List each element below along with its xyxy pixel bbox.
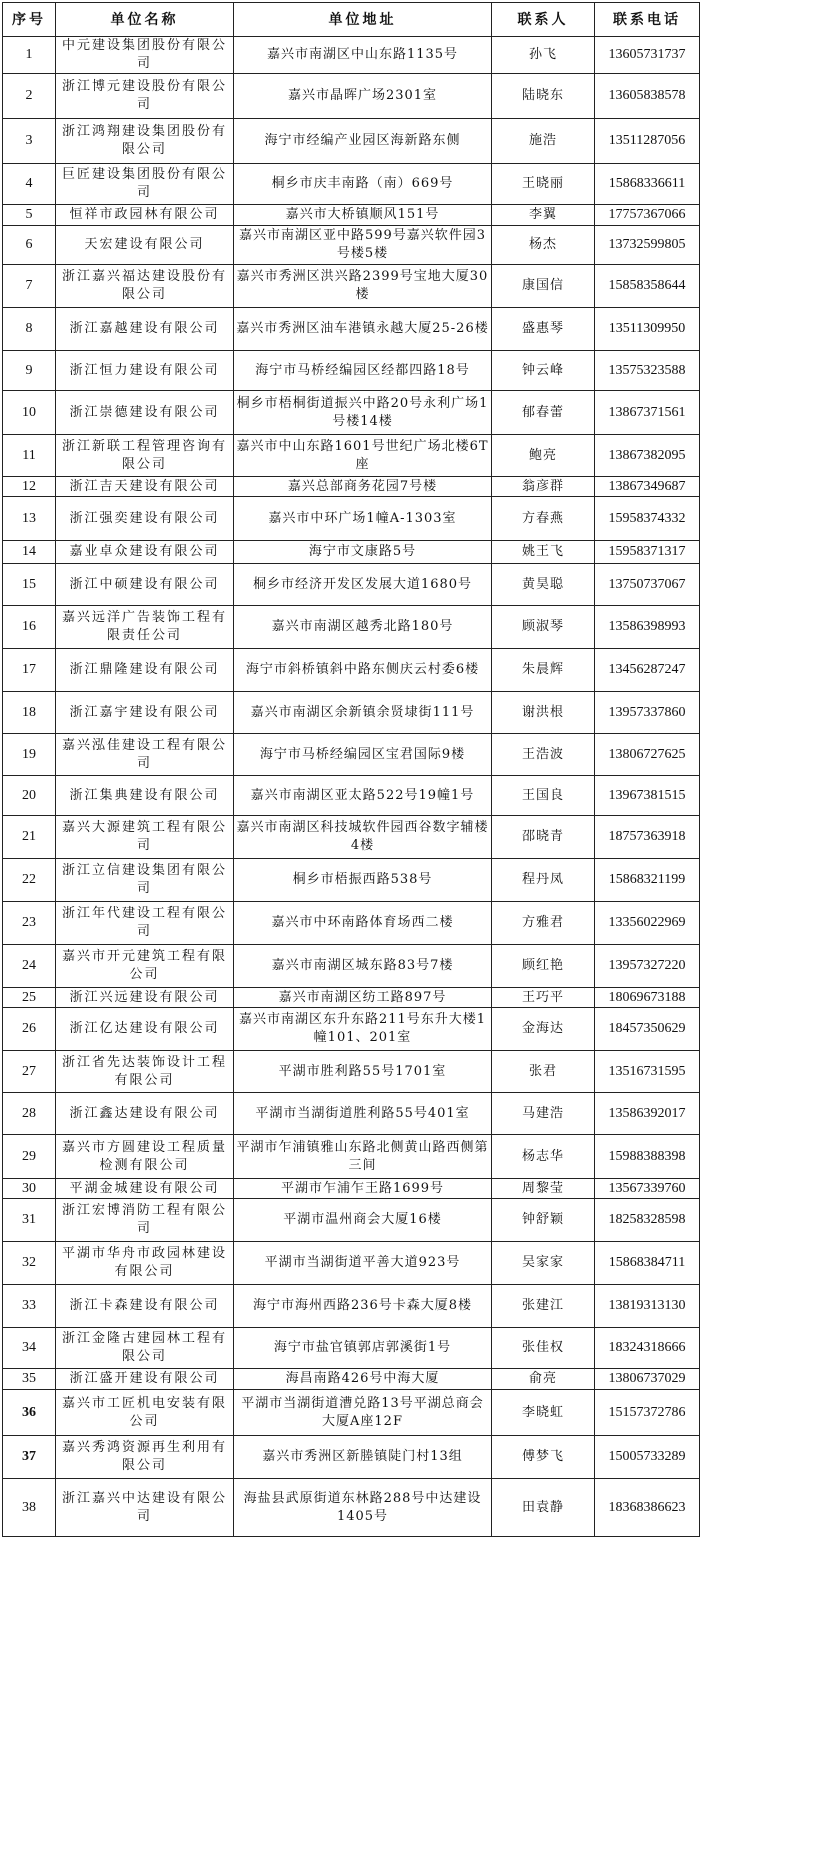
row-unit-name: 浙江嘉兴中达建设有限公司 [56,1479,234,1537]
row-unit-name: 浙江嘉宇建设有限公司 [56,692,234,734]
table-row [3,1390,700,1436]
header-unit-name: 单位名称 [56,3,234,37]
row-phone: 15157372786 [595,1390,700,1436]
row-index: 4 [3,164,56,205]
row-phone: 13732599805 [595,226,700,265]
row-unit-address: 嘉兴市中环南路体育场西二楼 [234,902,492,945]
row-unit-address: 嘉兴市南湖区余新镇余贤埭街111号 [234,692,492,734]
row-index: 1 [3,37,56,74]
row-contact: 俞亮 [492,1369,595,1390]
header-contact: 联系人 [492,3,595,37]
row-phone: 15988388398 [595,1135,700,1179]
row-index: 10 [3,391,56,435]
row-phone: 13867382095 [595,435,700,477]
row-index: 31 [3,1199,56,1242]
row-contact: 翁彦群 [492,477,595,497]
table-row [3,226,700,265]
row-unit-name: 浙江鼎隆建设有限公司 [56,649,234,692]
table-row [3,1199,700,1242]
row-phone: 15868336611 [595,164,700,205]
row-unit-name: 恒祥市政园林有限公司 [56,205,234,226]
table-row [3,1285,700,1328]
table-row [3,541,700,564]
table-row [3,435,700,477]
row-contact: 盛惠琴 [492,308,595,351]
row-index: 35 [3,1369,56,1390]
row-unit-address: 平湖市乍浦乍王路1699号 [234,1179,492,1199]
row-unit-address: 嘉兴市秀洲区洪兴路2399号宝地大厦30楼 [234,265,492,308]
row-phone: 15958371317 [595,541,700,564]
row-phone: 13967381515 [595,776,700,816]
row-index: 32 [3,1242,56,1285]
row-unit-address: 海宁市斜桥镇斜中路东侧庆云村委6楼 [234,649,492,692]
row-phone: 15868321199 [595,859,700,902]
row-index: 6 [3,226,56,265]
row-unit-address: 海宁市马桥经编园区经都四路18号 [234,351,492,391]
row-unit-name: 浙江立信建设集团有限公司 [56,859,234,902]
row-unit-name: 嘉兴市开元建筑工程有限公司 [56,945,234,988]
table-row [3,1093,700,1135]
row-index: 18 [3,692,56,734]
row-unit-name: 浙江崇德建设有限公司 [56,391,234,435]
table-row [3,859,700,902]
row-unit-address: 平湖市当湖街道漕兑路13号平湖总商会大厦A座12F [234,1390,492,1436]
row-unit-name: 浙江省先达装饰设计工程有限公司 [56,1051,234,1093]
table-row [3,205,700,226]
row-unit-name: 浙江鸿翔建设集团股份有限公司 [56,119,234,164]
header-index: 序号 [3,3,56,37]
row-index: 7 [3,265,56,308]
row-unit-name: 浙江吉天建设有限公司 [56,477,234,497]
table-row [3,902,700,945]
table-row [3,816,700,859]
row-unit-name: 浙江盛开建设有限公司 [56,1369,234,1390]
row-unit-name: 浙江集典建设有限公司 [56,776,234,816]
row-contact: 谢洪根 [492,692,595,734]
row-unit-name: 浙江中硕建设有限公司 [56,564,234,606]
row-phone: 13575323588 [595,351,700,391]
row-index: 5 [3,205,56,226]
table-row [3,74,700,119]
row-unit-address: 嘉兴市南湖区亚中路599号嘉兴软件园3号楼5楼 [234,226,492,265]
row-unit-name: 浙江强奕建设有限公司 [56,497,234,541]
row-unit-name: 浙江博元建设股份有限公司 [56,74,234,119]
row-contact: 王晓丽 [492,164,595,205]
row-unit-name: 嘉兴秀鸿资源再生利用有限公司 [56,1436,234,1479]
row-index: 13 [3,497,56,541]
row-contact: 钟云峰 [492,351,595,391]
row-unit-address: 嘉兴市中山东路1601号世纪广场北楼6T座 [234,435,492,477]
row-unit-address: 嘉兴市秀洲区新塍镇陡门村13组 [234,1436,492,1479]
row-contact: 陆晓东 [492,74,595,119]
row-index: 17 [3,649,56,692]
row-unit-address: 嘉兴市南湖区亚太路522号19幢1号 [234,776,492,816]
row-unit-address: 平湖市胜利路55号1701室 [234,1051,492,1093]
row-unit-name: 浙江金隆古建园林工程有限公司 [56,1328,234,1369]
row-unit-address: 平湖市温州商会大厦16楼 [234,1199,492,1242]
row-unit-address: 海宁市经编产业园区海新路东侧 [234,119,492,164]
row-unit-name: 嘉业卓众建设有限公司 [56,541,234,564]
row-index: 20 [3,776,56,816]
row-contact: 傅梦飞 [492,1436,595,1479]
row-unit-name: 嘉兴远洋广告装饰工程有限责任公司 [56,606,234,649]
row-unit-address: 海宁市文康路5号 [234,541,492,564]
row-index: 37 [3,1436,56,1479]
row-contact: 黄昊聪 [492,564,595,606]
row-index: 27 [3,1051,56,1093]
row-index: 19 [3,734,56,776]
table-row [3,37,700,74]
header-phone: 联系电话 [595,3,700,37]
row-contact: 金海达 [492,1008,595,1051]
table-row [3,1242,700,1285]
table-row [3,564,700,606]
row-unit-address: 嘉兴市秀洲区油车港镇永越大厦25-26楼 [234,308,492,351]
table-row [3,477,700,497]
row-index: 28 [3,1093,56,1135]
table-row [3,692,700,734]
table-row [3,265,700,308]
table-row [3,1179,700,1199]
row-unit-name: 嘉兴市工匠机电安装有限公司 [56,1390,234,1436]
row-unit-address: 桐乡市庆丰南路（南）669号 [234,164,492,205]
row-unit-name: 浙江年代建设工程有限公司 [56,902,234,945]
table-row [3,649,700,692]
row-unit-address: 平湖市乍浦镇雅山东路北侧黄山路西侧第三间 [234,1135,492,1179]
table-row [3,1135,700,1179]
row-contact: 郁春蕾 [492,391,595,435]
table-row [3,988,700,1008]
row-contact: 杨志华 [492,1135,595,1179]
row-unit-name: 巨匠建设集团股份有限公司 [56,164,234,205]
row-index: 2 [3,74,56,119]
row-index: 22 [3,859,56,902]
table-row [3,1479,700,1537]
row-unit-name: 浙江兴远建设有限公司 [56,988,234,1008]
row-contact: 杨杰 [492,226,595,265]
header-row [3,3,700,37]
row-unit-name: 浙江新联工程管理咨询有限公司 [56,435,234,477]
row-phone: 15868384711 [595,1242,700,1285]
row-index: 9 [3,351,56,391]
row-phone: 13516731595 [595,1051,700,1093]
row-index: 24 [3,945,56,988]
table-body [3,37,700,1537]
row-phone: 13586398993 [595,606,700,649]
row-index: 15 [3,564,56,606]
row-index: 38 [3,1479,56,1537]
row-unit-address: 嘉兴市南湖区越秀北路180号 [234,606,492,649]
row-unit-address: 平湖市当湖街道胜利路55号401室 [234,1093,492,1135]
row-unit-name: 嘉兴泓佳建设工程有限公司 [56,734,234,776]
row-phone: 18324318666 [595,1328,700,1369]
row-contact: 张佳权 [492,1328,595,1369]
table-row [3,606,700,649]
row-phone: 13806727625 [595,734,700,776]
row-unit-name: 浙江宏博消防工程有限公司 [56,1199,234,1242]
row-contact: 张建江 [492,1285,595,1328]
row-phone: 15958374332 [595,497,700,541]
table-row [3,1008,700,1051]
row-unit-name: 平湖市华舟市政园林建设有限公司 [56,1242,234,1285]
row-contact: 周黎莹 [492,1179,595,1199]
row-contact: 邵晓青 [492,816,595,859]
table-row [3,1369,700,1390]
row-phone: 13957327220 [595,945,700,988]
row-unit-address: 桐乡市梧振西路538号 [234,859,492,902]
row-index: 14 [3,541,56,564]
row-phone: 15005733289 [595,1436,700,1479]
table-row [3,1051,700,1093]
table-row [3,391,700,435]
row-unit-address: 嘉兴市南湖区纺工路897号 [234,988,492,1008]
row-phone: 17757367066 [595,205,700,226]
row-contact: 王国良 [492,776,595,816]
row-index: 25 [3,988,56,1008]
row-contact: 方春燕 [492,497,595,541]
row-index: 11 [3,435,56,477]
row-phone: 13867349687 [595,477,700,497]
row-contact: 方雅君 [492,902,595,945]
row-unit-address: 海宁市马桥经编园区宝君国际9楼 [234,734,492,776]
row-phone: 13605838578 [595,74,700,119]
row-phone: 18258328598 [595,1199,700,1242]
row-unit-name: 嘉兴大源建筑工程有限公司 [56,816,234,859]
table-row [3,734,700,776]
row-phone: 13750737067 [595,564,700,606]
row-contact: 钟舒颖 [492,1199,595,1242]
row-phone: 13511309950 [595,308,700,351]
row-unit-name: 浙江亿达建设有限公司 [56,1008,234,1051]
table-row [3,1436,700,1479]
row-index: 21 [3,816,56,859]
contact-table [2,2,700,1537]
row-index: 3 [3,119,56,164]
row-unit-address: 嘉兴市南湖区科技城软件园西谷数字辅楼4楼 [234,816,492,859]
row-contact: 王浩波 [492,734,595,776]
table-row [3,945,700,988]
row-contact: 王巧平 [492,988,595,1008]
row-unit-address: 桐乡市梧桐街道振兴中路20号永利广场1号楼14楼 [234,391,492,435]
row-index: 23 [3,902,56,945]
row-unit-name: 浙江嘉兴福达建设股份有限公司 [56,265,234,308]
row-contact: 姚王飞 [492,541,595,564]
row-phone: 18757363918 [595,816,700,859]
row-unit-address: 海宁市盐官镇郭店郭溪街1号 [234,1328,492,1369]
row-unit-name: 平湖金城建设有限公司 [56,1179,234,1199]
row-phone: 13806737029 [595,1369,700,1390]
row-unit-address: 海昌南路426号中海大厦 [234,1369,492,1390]
row-phone: 15858358644 [595,265,700,308]
table-row [3,119,700,164]
row-phone: 13867371561 [595,391,700,435]
row-index: 30 [3,1179,56,1199]
row-unit-address: 海盐县武原街道东林路288号中达建设1405号 [234,1479,492,1537]
row-unit-address: 嘉兴市中环广场1幢A-1303室 [234,497,492,541]
row-unit-address: 嘉兴市南湖区中山东路1135号 [234,37,492,74]
row-contact: 张君 [492,1051,595,1093]
row-phone: 18368386623 [595,1479,700,1537]
row-unit-name: 浙江卡森建设有限公司 [56,1285,234,1328]
table-row [3,351,700,391]
row-phone: 13511287056 [595,119,700,164]
row-index: 29 [3,1135,56,1179]
row-index: 36 [3,1390,56,1436]
row-unit-address: 嘉兴市大桥镇顺风151号 [234,205,492,226]
table-row [3,1328,700,1369]
row-unit-address: 平湖市当湖街道平善大道923号 [234,1242,492,1285]
row-unit-address: 嘉兴市晶晖广场2301室 [234,74,492,119]
row-contact: 顾红艳 [492,945,595,988]
row-contact: 田袁静 [492,1479,595,1537]
row-unit-address: 嘉兴总部商务花园7号楼 [234,477,492,497]
row-contact: 朱晨辉 [492,649,595,692]
header-unit-address: 单位地址 [234,3,492,37]
row-unit-address: 桐乡市经济开发区发展大道1680号 [234,564,492,606]
row-contact: 施浩 [492,119,595,164]
row-phone: 13356022969 [595,902,700,945]
row-unit-name: 浙江鑫达建设有限公司 [56,1093,234,1135]
row-phone: 13456287247 [595,649,700,692]
row-phone: 13567339760 [595,1179,700,1199]
row-index: 8 [3,308,56,351]
row-unit-name: 浙江嘉越建设有限公司 [56,308,234,351]
row-contact: 李翼 [492,205,595,226]
row-index: 12 [3,477,56,497]
row-contact: 程丹凤 [492,859,595,902]
row-unit-name: 天宏建设有限公司 [56,226,234,265]
row-index: 26 [3,1008,56,1051]
table-row [3,776,700,816]
row-phone: 18069673188 [595,988,700,1008]
row-contact: 吴家家 [492,1242,595,1285]
row-unit-address: 嘉兴市南湖区东升东路211号东升大楼1幢101、201室 [234,1008,492,1051]
row-contact: 孙飞 [492,37,595,74]
row-index: 16 [3,606,56,649]
row-unit-address: 海宁市海州西路236号卡森大厦8楼 [234,1285,492,1328]
row-phone: 13957337860 [595,692,700,734]
row-unit-name: 浙江恒力建设有限公司 [56,351,234,391]
row-phone: 13819313130 [595,1285,700,1328]
row-contact: 李晓虹 [492,1390,595,1436]
row-index: 34 [3,1328,56,1369]
row-contact: 康国信 [492,265,595,308]
row-unit-name: 中元建设集团股份有限公司 [56,37,234,74]
row-phone: 13605731737 [595,37,700,74]
row-unit-address: 嘉兴市南湖区城东路83号7楼 [234,945,492,988]
row-contact: 鲍亮 [492,435,595,477]
row-phone: 13586392017 [595,1093,700,1135]
row-phone: 18457350629 [595,1008,700,1051]
row-contact: 顾淑琴 [492,606,595,649]
table-row [3,497,700,541]
table-row [3,164,700,205]
table-row [3,308,700,351]
row-index: 33 [3,1285,56,1328]
row-unit-name: 嘉兴市方圆建设工程质量检测有限公司 [56,1135,234,1179]
row-contact: 马建浩 [492,1093,595,1135]
